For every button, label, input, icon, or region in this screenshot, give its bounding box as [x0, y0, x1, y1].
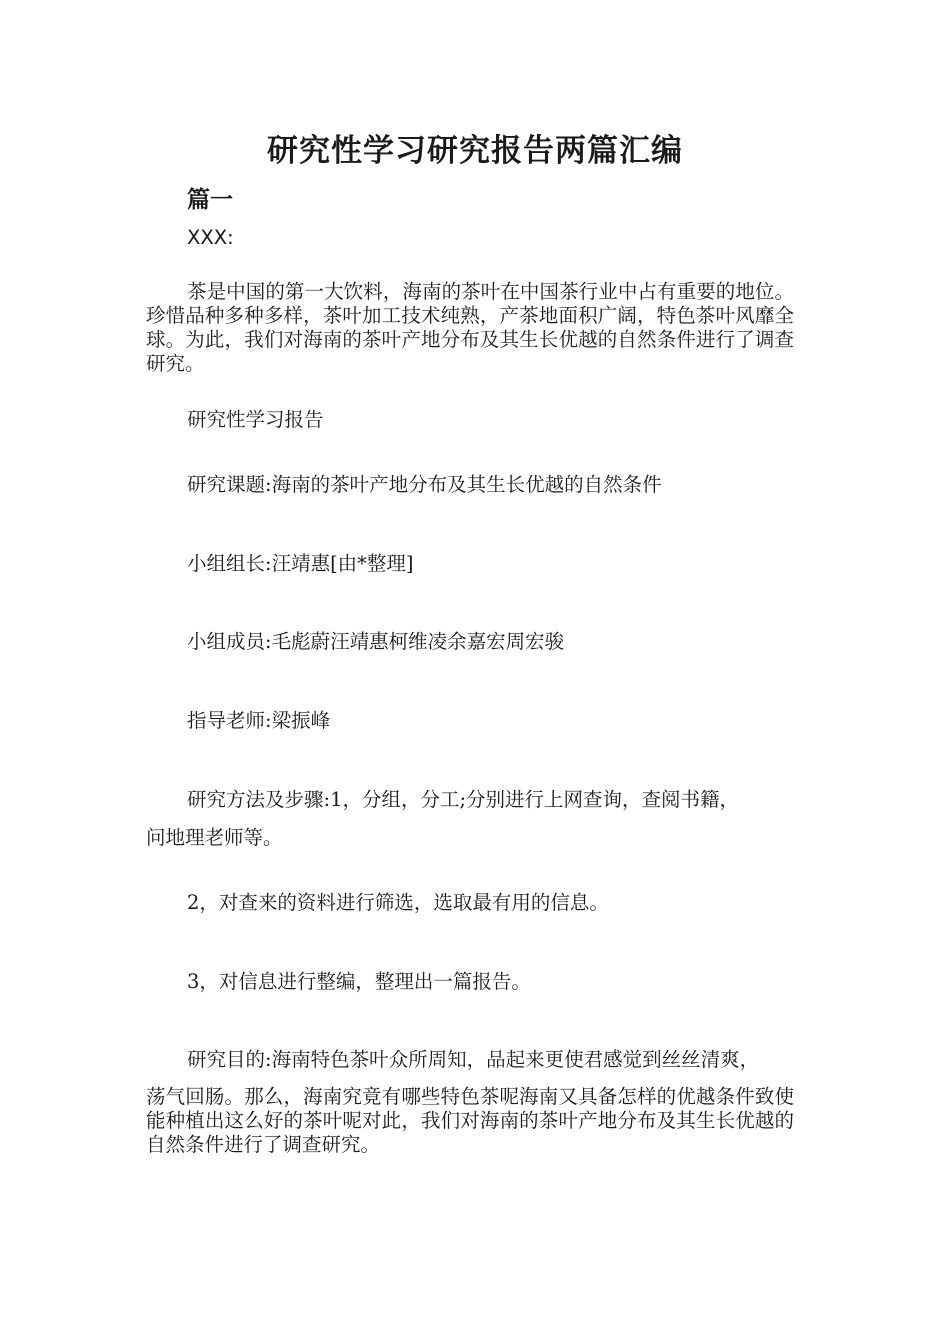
- group-leader: 小组组长:汪靖惠[由*整理]: [187, 552, 414, 575]
- purpose-paragraph: 荡气回肠。那么，海南究竟有哪些特色茶呢海南又具备怎样的优越条件致使能种植出这么好的茶叶呢对此，我们对海南的茶叶产地分布及其生长优越的自然条件进行了调查研究。: [146, 1085, 794, 1156]
- research-topic: 研究课题:海南的茶叶产地分布及其生长优越的自然条件: [187, 473, 662, 496]
- step-3: 3，对信息进行整编，整理出一篇报告。: [187, 970, 531, 993]
- section-heading: 篇一: [187, 186, 233, 213]
- group-members: 小组成员:毛彪蔚汪靖惠柯维凌余嘉宏周宏骏: [187, 630, 565, 653]
- method-line-2: 问地理老师等。: [146, 826, 283, 849]
- report-label: 研究性学习报告: [187, 408, 324, 431]
- salutation: XXX:: [187, 226, 234, 249]
- method-line-1: 研究方法及步骤:1，分组，分工;分别进行上网查询，查阅书籍，: [187, 788, 740, 811]
- step-2: 2，对查来的资料进行筛选，选取最有用的信息。: [187, 891, 609, 914]
- purpose-line-1: 研究目的:海南特色茶叶众所周知，品起来更使君感觉到丝丝清爽，: [187, 1048, 760, 1071]
- intro-paragraph: 茶是中国的第一大饮料，海南的茶叶在中国茶行业中占有重要的地位。珍惜品种多种多样，茶叶加工技术纯熟，产茶地面积广阔，特色茶叶风靡全球。为此，我们对海南的茶叶产地分布及其生长优越的自然条件进行了调查研究。: [146, 280, 794, 375]
- advisor-teacher: 指导老师:梁振峰: [187, 709, 331, 732]
- document-title: 研究性学习研究报告两篇汇编: [267, 133, 683, 169]
